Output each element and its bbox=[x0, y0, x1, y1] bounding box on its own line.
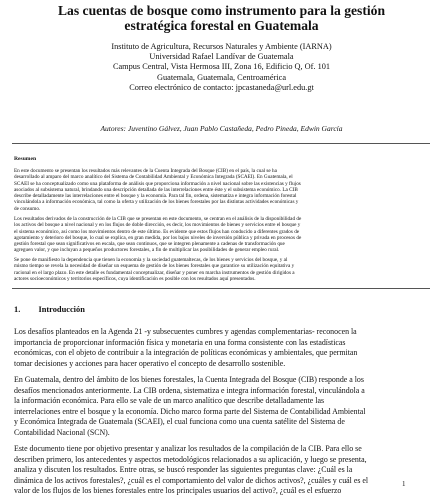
abstract-line: SCAEI se ha conceptualizado como una plataforma de análisis que proporciona información a nivel nacional sobre las existencias y flujos bbox=[14, 180, 301, 187]
authors-line: Autores: Juventino Gálvez, Juan Pablo Castañeda, Pedro Pineda, Edwin García bbox=[100, 124, 343, 133]
body-line: dinámica de los activos forestales?, ¿cuál es el comportamiento del valor de dichos activos?, ¿cuáles y cuál es el bbox=[14, 475, 369, 485]
abstract-line: actores socioeconómicos y territorios específicos, cuya identificación es posible con los resultados aquí presentados. bbox=[14, 275, 256, 282]
section-number: 1. bbox=[14, 305, 21, 314]
abstract-paragraph bbox=[14, 168, 428, 212]
affiliation-line: Universidad Rafael Landívar de Guatemala bbox=[149, 52, 294, 62]
divider-bottom bbox=[12, 288, 430, 289]
abstract-line: desarrollado al amparo del marco analítico del Sistema de Contabilidad Ambiental y Económica Integrada (SCAEI). En Guatemala, el bbox=[14, 174, 293, 181]
body-line: Contabilidad Nacional (SCN). bbox=[14, 427, 110, 437]
body-line: económicas, con el objeto de contribuir a la integración de políticas económicas y ambientales, que permitan bbox=[14, 348, 358, 357]
abstract-line: de consumo. bbox=[14, 205, 41, 212]
body-line: la información económica. Para ello se vale de un marco analítico que describe detalladamente las bbox=[14, 396, 325, 405]
abstract-line: agotamiento y deterioro del bosque, lo cual se explica, en gran medida, por los bajos niveles de inversión pública y privada en procesos de bbox=[14, 234, 302, 241]
body-line: desafíos mencionados anteriormente. La CIB ordena, sistematiza e integra información forestal, vinculándola a bbox=[14, 385, 365, 395]
abstract-line: los activos del bosque a nivel nacional y en los flujos de doble dirección, es decir, los movimientos de bienes y servicios entre el bosque y bbox=[14, 222, 301, 229]
abstract-line: asociados al subsistema natural, brindando una descripción detallada de las interrelaciones entre éste y el subsistema económico. La CIB bbox=[14, 186, 298, 193]
abstract-heading: Resumen bbox=[14, 156, 37, 162]
body-line: describen primero, los antecedentes y aspectos metodológicos relacionados a su aplicación, y luego se presenta, bbox=[14, 454, 367, 464]
body-line: analiza y discuten los resultados. Entre otras, se buscó responder las siguientes preguntas clave: ¿Cuál es la bbox=[14, 465, 353, 474]
body-line: tomar decisiones y acciones para hacer operativo el concepto de desarrollo sostenible. bbox=[14, 358, 286, 368]
affiliation-line: Instituto de Agricultura, Recursos Naturales y Ambiente (IARNA) bbox=[111, 42, 332, 51]
body-line: Los desafíos planteados en la Agenda 21 -y subsecuentes cumbres y agendas complementarias- reconocen la bbox=[14, 327, 357, 336]
body-line: interrelaciones entre el bosque y la economía. Dicho marco forma parte del Sistema de Contabilidad Ambiental bbox=[14, 406, 366, 416]
abstract-line: agreguen valor, y que incluyan a pequeños productores forestales, a fin de multiplicar las posibilidades de generar empleo rural. bbox=[14, 247, 280, 254]
abstract-line: describe detalladamente las interrelaciones entre el bosque y la economía. Para tal fin, ordena, sistematiza e integra información forestal bbox=[14, 193, 297, 199]
affiliation-line: Campus Central, Vista Hermosa III, Zona 16, Edificio Q, Of. 101 bbox=[112, 62, 331, 72]
affiliation-block bbox=[60, 42, 383, 93]
body-line: En Guatemala, dentro del ámbito de los bienes forestales, la Cuenta Integrada del Bosque (CIB) responde a los bbox=[14, 375, 364, 384]
title-line: estratégica forestal en Guatemala bbox=[124, 18, 319, 33]
title-line: Las cuentas de bosque como instrumento para la gestión bbox=[57, 3, 386, 18]
section-heading bbox=[14, 305, 85, 314]
affiliation-line: Guatemala, Guatemala, Centroamérica bbox=[157, 72, 286, 82]
abstract-line: Los resultados derivados de la construcción de la CIB que se presentan en este documento, se centran en el análisis de la disponibilidad de bbox=[14, 216, 302, 222]
abstract-line: vinculándola a información económica, tal como la oferta y utilización de los bienes forestales por las distintas actividades económicas y bbox=[14, 199, 299, 206]
body-paragraph bbox=[14, 375, 428, 438]
body-line: y Económica Integrada de Guatemala (SCAEI), el cual funciona como una cuenta satélite del Sistema de bbox=[14, 417, 345, 426]
abstract-paragraph bbox=[14, 257, 428, 282]
section-title: Introducción bbox=[38, 305, 85, 314]
abstract-line: En este documento se presentan los resultados más relevantes de la Cuenta Integrada del Bosque (CIB) en el país, la cual se ha bbox=[14, 168, 277, 174]
divider-top bbox=[12, 143, 430, 144]
abstract-line: Se pone de manifiesto la dependencia que tienen la economía y la sociedad guatemaltecas, de los bienes y servicios del bosque, y al bbox=[14, 257, 288, 263]
abstract-line: el sistema económico, así como los movimientos dentro de este último. Es evidente que estos flujos han conducido a diferentes grados de bbox=[14, 228, 300, 235]
body-line: importancia de proporcionar información física y monetaria en una forma consistente con las estadísticas bbox=[14, 337, 346, 347]
body-paragraph bbox=[14, 327, 428, 369]
contact-email-line: Correo electrónico de contacto: jpcastaneda@url.edu.gt bbox=[129, 82, 314, 92]
page-number: 1 bbox=[402, 480, 406, 488]
abstract-line: mismo tiempo se revela la necesidad de diseñar un esquema de gestión de los bienes forestales que garantice su utilización equitativa y bbox=[14, 263, 295, 270]
body-line: Este documento tiene por objetivo presentar y analizar los resultados de la compilación de la CIB. Para ello se bbox=[14, 444, 362, 453]
body-line: valor de los flujos de los bienes forestales entre los principales usuarios del activo?, ¿cuál es el esfuerzo bbox=[14, 486, 342, 495]
body-paragraph bbox=[14, 444, 428, 497]
abstract-line: gestión forestal que sean significativos en escala, que sean continuos, que se integren plenamente a cadenas de transformación que bbox=[14, 241, 285, 247]
abstract-line: racional en el largo plazo. En este detalle es fundamental conceptualizar, diseñar y poner en marcha instrumentos de gestión dirigidos a bbox=[14, 269, 295, 276]
paper-title bbox=[20, 3, 423, 33]
abstract-paragraph bbox=[14, 216, 428, 254]
